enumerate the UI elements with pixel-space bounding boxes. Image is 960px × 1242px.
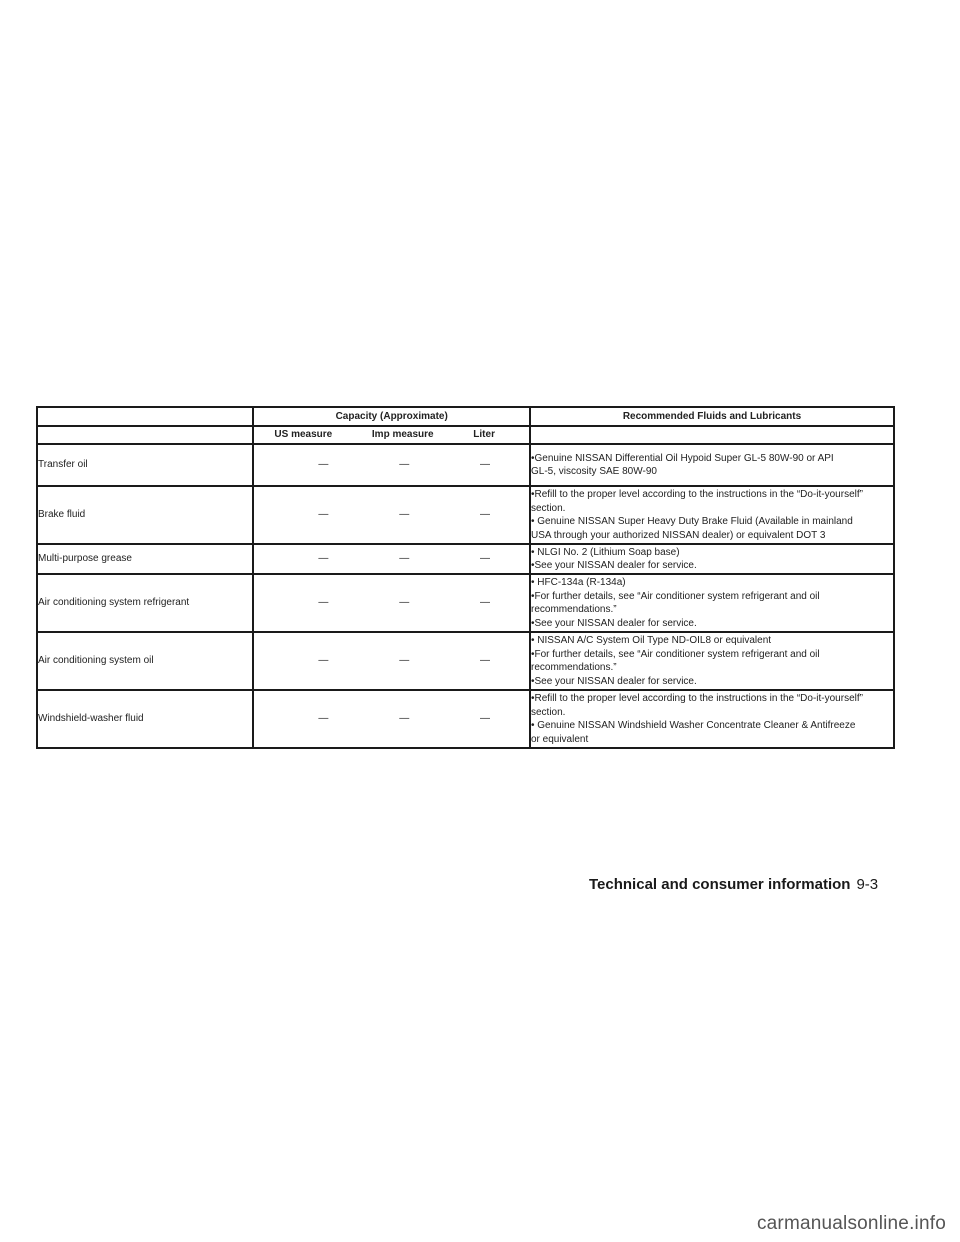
table-row	[37, 444, 894, 486]
row-us: —	[318, 597, 329, 609]
site-watermark: carmanualsonline.info	[756, 1213, 946, 1234]
table-row	[37, 690, 894, 748]
footer-section-title: Technical and consumer information	[589, 876, 851, 893]
page-footer	[589, 876, 909, 893]
row-item: Air conditioning system refrigerant	[37, 574, 253, 632]
row-item: Brake fluid	[37, 486, 253, 544]
row-rec-text: • NLGI No. 2 (Lithium Soap base) •See your NISSAN dealer for service.	[530, 546, 697, 571]
row-liter: —	[479, 713, 490, 725]
row-us: —	[318, 655, 329, 667]
footer-page-number: 9-3	[856, 876, 879, 893]
row-rec-text: •Genuine NISSAN Differential Oil Hypoid Super GL-5 80W-90 or API GL-5, viscosity SAE 80W-90	[530, 452, 834, 477]
table-row	[37, 486, 894, 544]
row-liter: —	[479, 459, 490, 471]
table-header-row	[37, 407, 894, 426]
row-liter: —	[479, 509, 490, 521]
row-imp: —	[399, 553, 410, 565]
row-imp: —	[399, 713, 410, 725]
subheader-blank	[37, 426, 253, 444]
row-capacity	[253, 632, 530, 690]
table-row	[37, 544, 894, 574]
row-capacity	[253, 486, 530, 544]
header-recommended: Recommended Fluids and Lubricants	[530, 407, 894, 426]
row-capacity	[253, 544, 530, 574]
table-row	[37, 574, 894, 632]
header-capacity: Capacity (Approximate)	[253, 407, 530, 426]
row-liter: —	[479, 597, 490, 609]
row-imp: —	[399, 459, 410, 471]
row-us: —	[318, 713, 329, 725]
row-capacity	[253, 690, 530, 748]
row-recommended	[530, 444, 894, 486]
subheader-us: US measure	[274, 429, 333, 441]
row-recommended	[530, 486, 894, 544]
row-us: —	[318, 459, 329, 471]
fluids-capacity-table	[36, 406, 895, 749]
row-rec-text: •Refill to the proper level according to the instructions in the “Do-it-yourself” section. • Genuine NISSAN Super Heavy Duty Brake Fluid (Available in mainland USA through your authorized NISSAN dealer) or equivalent DOT 3	[530, 489, 863, 541]
header-blank	[37, 407, 253, 426]
row-recommended	[530, 574, 894, 632]
row-liter: —	[479, 655, 490, 667]
row-item: Multi-purpose grease	[37, 544, 253, 574]
subheader-measures	[253, 426, 530, 444]
row-capacity	[253, 574, 530, 632]
table-row	[37, 632, 894, 690]
row-us: —	[318, 509, 329, 521]
row-recommended	[530, 632, 894, 690]
row-liter: —	[479, 553, 490, 565]
subheader-liter: Liter	[473, 429, 495, 441]
row-imp: —	[399, 597, 410, 609]
row-rec-text: • HFC-134a (R-134a) •For further details, see “Air conditioner system refrigerant and oil recommendations.” •See your NISSAN dealer for service.	[530, 577, 820, 629]
row-recommended	[530, 690, 894, 748]
row-imp: —	[399, 509, 410, 521]
subheader-rec-blank	[530, 426, 894, 444]
row-rec-text: •Refill to the proper level according to the instructions in the “Do-it-yourself” section. • Genuine NISSAN Windshield Washer Concentrate Cleaner & Antifreeze or equivalent	[530, 693, 863, 745]
row-item: Air conditioning system oil	[37, 632, 253, 690]
row-item: Transfer oil	[37, 444, 253, 486]
subheader-imp: Imp measure	[371, 429, 434, 441]
row-recommended	[530, 544, 894, 574]
row-item: Windshield-washer fluid	[37, 690, 253, 748]
row-capacity	[253, 444, 530, 486]
row-us: —	[318, 553, 329, 565]
row-rec-text: • NISSAN A/C System Oil Type ND-OIL8 or equivalent •For further details, see “Air conditioner system refrigerant and oil recommendations.” •See your NISSAN dealer for service.	[530, 635, 820, 687]
row-imp: —	[399, 655, 410, 667]
table-subheader-row	[37, 426, 894, 444]
